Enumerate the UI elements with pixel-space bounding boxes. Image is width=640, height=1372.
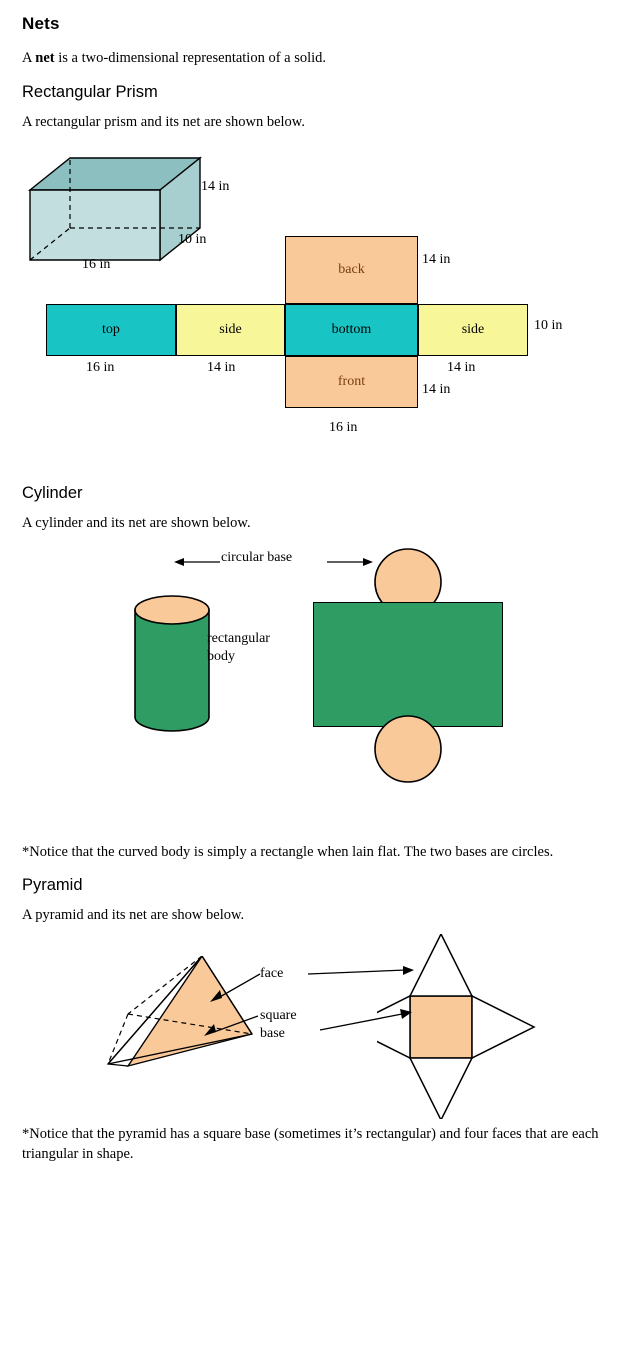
- net-label-side-right-width: 14 in: [447, 360, 476, 376]
- net-label-front-width: 16 in: [329, 420, 358, 436]
- net-face-back-label: back: [338, 262, 365, 278]
- cylinder-note: *Notice that the curved body is simply a rectangle when lain flat. The two bases are circles.: [22, 843, 554, 860]
- section-heading-rectangular-prism: Rectangular Prism: [22, 82, 158, 101]
- figure-cylinder: [22, 542, 618, 842]
- figure-rectangular-prism: [22, 140, 618, 470]
- net-face-top: [46, 304, 176, 356]
- section-heading-pyramid: Pyramid: [22, 876, 83, 895]
- arrow-face-right-icon: [306, 964, 416, 980]
- net-face-front: [285, 356, 418, 408]
- page-title: Nets: [22, 14, 60, 33]
- section-intro-pyramid: A pyramid and its net are show below.: [22, 907, 245, 924]
- prism-label-depth: 10 in: [178, 232, 207, 248]
- cylinder-3d-drawing: [127, 592, 237, 752]
- intro-paragraph: [22, 48, 618, 69]
- section-heading-cylinder: Cylinder: [22, 484, 83, 503]
- annotation-circular-base: circular base: [221, 549, 293, 565]
- pyramid-note: *Notice that the pyramid has a square base (sometimes it’s rectangular) and four faces that are each triangular in shape.: [22, 1125, 599, 1163]
- net-face-back: [285, 236, 418, 304]
- figure-pyramid: [22, 934, 618, 1124]
- intro-suffix: is a two-dimensional representation of a solid.: [54, 50, 327, 66]
- arrow-circular-base-right-icon: [325, 554, 373, 570]
- net-face-bottom: [285, 304, 418, 356]
- intro-prefix: A: [22, 50, 36, 66]
- arrow-square-base-left-icon: [198, 1010, 260, 1040]
- prism-label-width: 16 in: [82, 257, 111, 273]
- net-label-row-height: 10 in: [534, 318, 563, 334]
- net-label-front-height: 14 in: [422, 382, 451, 398]
- annotation-rectangular-body-line2: body: [207, 648, 235, 664]
- net-face-bottom-label: bottom: [331, 322, 372, 338]
- annotation-square-base-line2: base: [260, 1025, 285, 1041]
- net-face-front-label: front: [337, 374, 366, 390]
- cylinder-net-bottom-circle: [368, 709, 448, 789]
- section-intro-rectangular-prism: A rectangular prism and its net are shown below.: [22, 113, 305, 130]
- net-face-side-right: [418, 304, 528, 356]
- net-face-side-left-label: side: [219, 322, 242, 338]
- net-face-side-right-label: side: [461, 322, 485, 338]
- section-intro-cylinder: A cylinder and its net are shown below.: [22, 515, 251, 532]
- net-face-top-label: top: [102, 322, 120, 338]
- net-label-side-left-width: 14 in: [207, 360, 236, 376]
- annotation-square-base-line1: square: [260, 1007, 297, 1023]
- net-label-back-height: 14 in: [422, 252, 451, 268]
- net-label-top-width: 16 in: [86, 360, 115, 376]
- annotation-face: face: [260, 965, 284, 981]
- arrow-face-left-icon: [204, 970, 262, 1004]
- arrow-circular-base-left-icon: [174, 554, 222, 570]
- annotation-rectangular-body-line1: rectangular: [207, 630, 270, 646]
- intro-bold-term: net: [35, 50, 55, 66]
- prism-label-height: 14 in: [201, 179, 230, 195]
- arrow-square-base-right-icon: [318, 1004, 414, 1038]
- net-face-side-left: [176, 304, 285, 356]
- prism-3d-drawing: [22, 150, 212, 275]
